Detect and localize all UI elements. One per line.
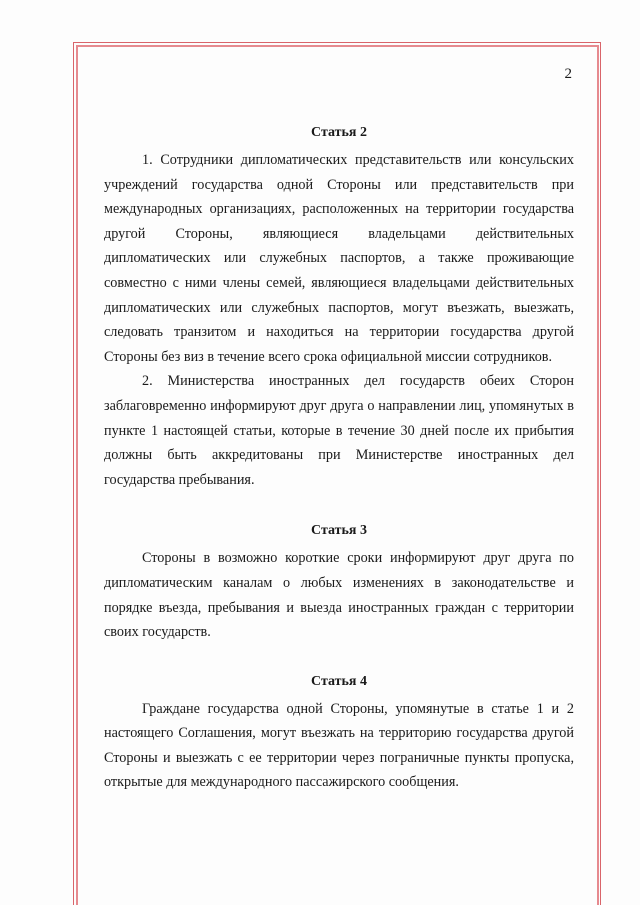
page-number: 2 [564, 66, 572, 82]
article-heading: Статья 3 [311, 523, 367, 539]
paragraph: Граждане государства одной Стороны, упомянутые в статье 1 и 2 настоящего Соглашения, могут въезжать на территорию государства другой Стороны и выезжать с ее территории через пограничные пункты пропуска, открытые для международного пассажирского сообщения. [104, 700, 574, 791]
paragraph: 1. Сотрудники дипломатических представительств или консульских учреждений государства одной Стороны или представительств при международных организациях, расположенных на территории государства другой Стороны, являющиеся владельцами действительных дипломатических или служебных паспортов, а также проживающие совместно с ними члены семей, являющиеся владельцами действительных дипломатических или служебных паспортов, могут въезжать, выезжать, следовать транзитом и находиться на территории государства другой Стороны без виз в течение всего срока официальной миссии сотрудников. [104, 152, 574, 365]
article-heading: Статья 4 [311, 673, 367, 689]
article-heading: Статья 2 [311, 125, 367, 140]
article-4 [104, 671, 574, 795]
paragraph: Стороны в возможно короткие сроки информируют друг друга по дипломатическим каналам о любых изменениях в законодательстве и порядке въезда, пребывания и выезда иностранных граждан с территории своих государств. [104, 550, 574, 641]
page-frame-right-inner [597, 45, 599, 905]
spacer [104, 645, 574, 671]
page-frame-left-inner [76, 45, 78, 905]
page-frame-top-inner [76, 45, 598, 47]
page-frame-right [600, 42, 601, 905]
article-3 [104, 520, 574, 644]
page-frame-top [73, 42, 601, 43]
paragraph: 2. Министерства иностранных дел государств обеих Сторон заблаговременно информируют друг друга о направлении лиц, упомянутых в пункте 1 настоящей статьи, которые в течение 30 дней после их прибытия должны быть аккредитованы при Министерстве иностранных дел государства пребывания. [104, 373, 574, 488]
page-frame-left [73, 42, 74, 905]
document-body [104, 122, 574, 795]
spacer [104, 492, 574, 520]
article-2 [104, 122, 574, 492]
